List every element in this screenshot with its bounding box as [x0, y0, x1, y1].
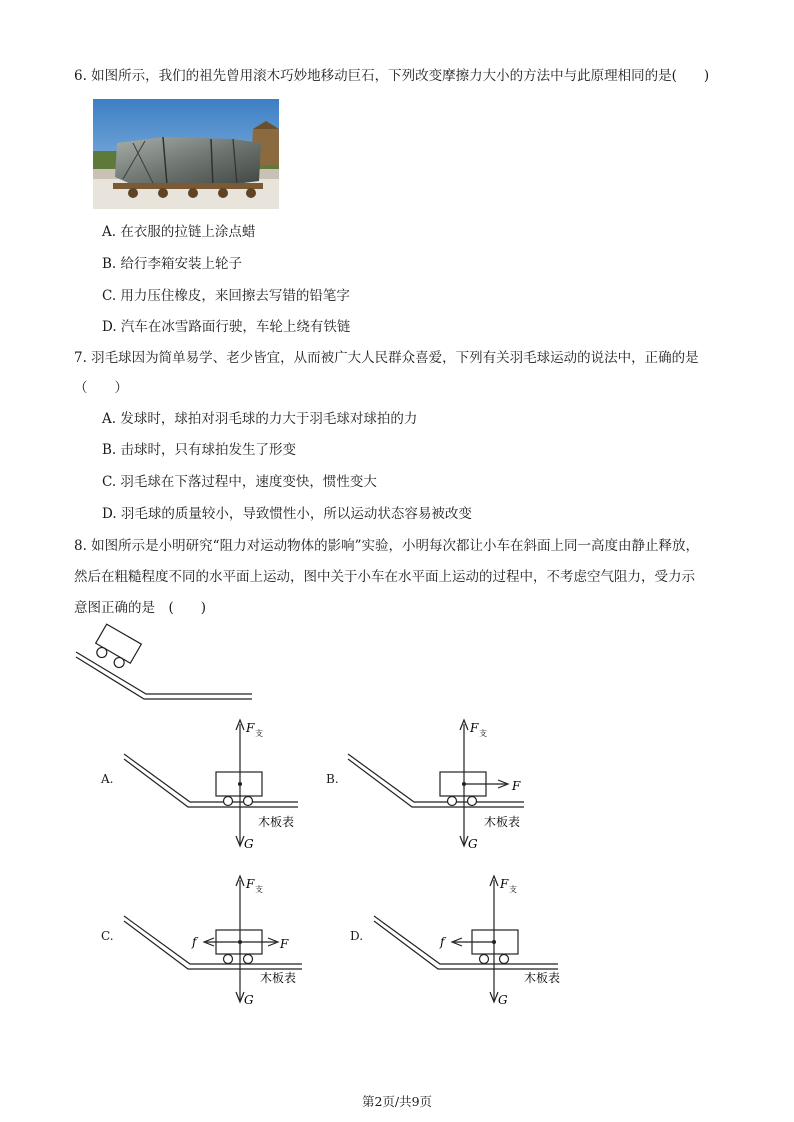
q7-option-a: A. 发球时，球拍对羽毛球的力大于羽毛球对球拍的力: [102, 411, 418, 427]
diagram-a-support-label: F: [246, 721, 255, 735]
diagram-c-letter: C.: [101, 929, 114, 943]
diagram-b-surface-label: 木板表: [484, 815, 521, 829]
diagram-b: [342, 716, 542, 856]
q6-stem: 6. 如图所示，我们的祖先曾用滚木巧妙地移动巨石，下列改变摩擦力大小的方法中与此原理相同的是( ): [74, 68, 710, 84]
diagram-c-support-sub: 支: [255, 885, 263, 894]
diagram-d-letter: D.: [350, 929, 364, 943]
diagram-a-support-sub: 支: [255, 729, 263, 738]
q8-stem-line2: 然后在粗糙程度不同的水平面上运动，图中关于小车在水平面上运动的过程中，不考虑空气阻力，受力示: [74, 569, 695, 585]
diagram-d-gravity-label: G: [498, 993, 508, 1007]
diagram-c-support-label: F: [246, 877, 255, 891]
q6-option-a: A. 在衣服的拉链上涂点蜡: [102, 224, 256, 240]
q8-stem-line3: 意图正确的是 ( ): [74, 600, 207, 616]
diagram-b-push-label: F: [512, 779, 521, 793]
diagram-c: [118, 872, 318, 1012]
diagram-c-push-label: F: [280, 937, 289, 951]
rolling-logs-boulder-photo: [93, 99, 279, 209]
q6-option-d: D. 汽车在冰雪路面行驶，车轮上绕有铁链: [102, 319, 351, 335]
diagram-d: [368, 872, 578, 1012]
ramp-cart-diagram: [70, 622, 260, 706]
diagram-d-support-label: F: [500, 877, 509, 891]
q8-stem-line1: 8. 如图所示是小明研究“阻力对运动物体的影响”实验，小明每次都让小车在斜面上同一高度由静止释放，: [74, 538, 699, 554]
diagram-c-surface-label: 木板表: [260, 971, 297, 985]
diagram-c-friction-label: f: [192, 935, 197, 949]
q7-option-b: B. 击球时，只有球拍发生了形变: [102, 442, 297, 458]
diagram-b-letter: B.: [326, 772, 339, 786]
diagram-a-gravity-label: G: [244, 837, 254, 851]
page-footer: 第2页/共9页: [361, 1094, 433, 1109]
q7-option-d: D. 羽毛球的质量较小，导致惯性小，所以运动状态容易被改变: [102, 506, 472, 522]
diagram-b-support-label: F: [470, 721, 479, 735]
diagram-a: [118, 716, 308, 856]
q6-option-c: C. 用力压住橡皮，来回擦去写错的铅笔字: [102, 288, 350, 304]
diagram-c-gravity-label: G: [244, 993, 254, 1007]
diagram-b-support-sub: 支: [479, 729, 487, 738]
q7-option-c: C. 羽毛球在下落过程中，速度变快，惯性变大: [102, 474, 377, 490]
q7-stem-line1: 7. 羽毛球因为简单易学、老少皆宜，从而被广大人民群众喜爱，下列有关羽毛球运动的说法中，正确的是: [74, 350, 699, 366]
diagram-d-surface-label: 木板表: [524, 971, 561, 985]
diagram-a-surface-label: 木板表: [258, 815, 295, 829]
diagram-b-gravity-label: G: [468, 837, 478, 851]
q7-stem-line2: （ ）: [74, 380, 128, 396]
diagram-d-support-sub: 支: [509, 885, 517, 894]
diagram-d-friction-label: f: [440, 935, 445, 949]
diagram-a-letter: A.: [101, 772, 114, 786]
q6-option-b: B. 给行李箱安装上轮子: [102, 256, 243, 272]
